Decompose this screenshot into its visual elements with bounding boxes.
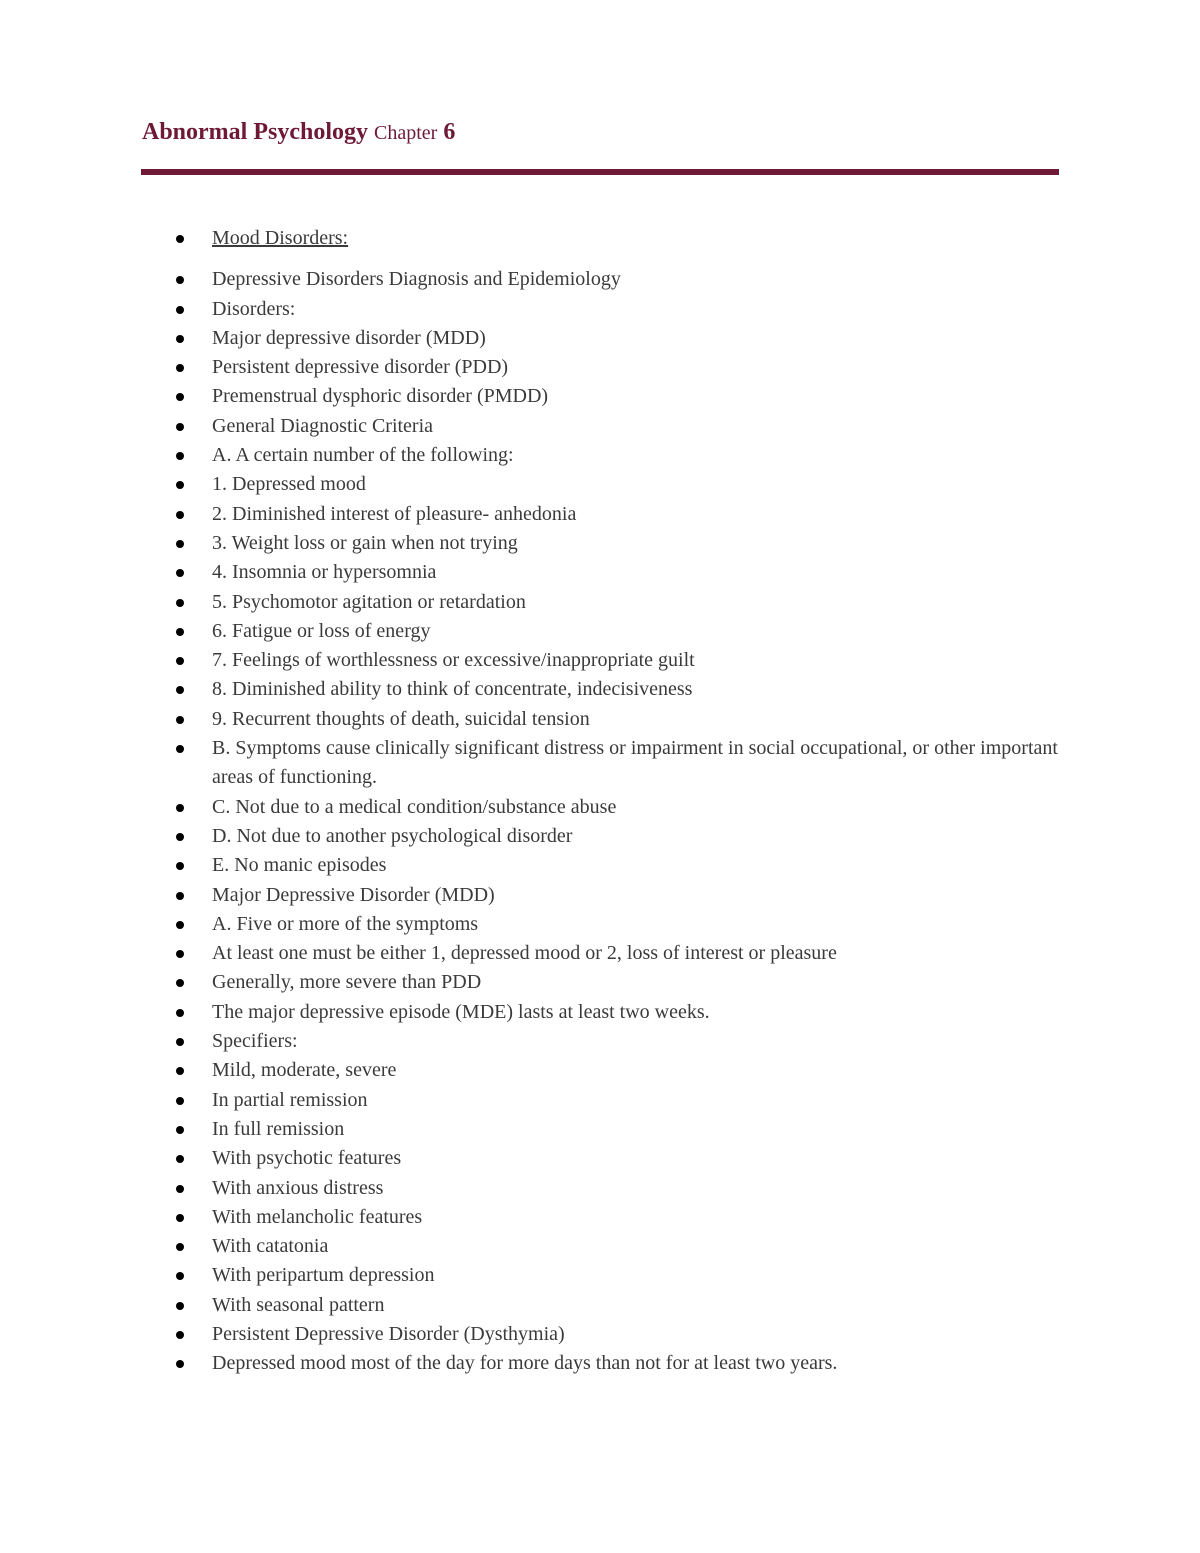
list-item-text: Generally, more severe than PDD: [212, 971, 482, 994]
bullet-icon: [176, 950, 184, 958]
list-item: [0, 529, 1072, 558]
list-item-text: The major depressive episode (MDE) lasts at least two weeks.: [212, 1000, 710, 1023]
list-item-text: A. Five or more of the symptoms: [212, 912, 479, 935]
list-item: [0, 822, 1072, 851]
bullet-icon: [176, 804, 184, 812]
bullet-icon: [176, 1185, 184, 1193]
bullet-icon: [176, 452, 184, 460]
list-item: [0, 1261, 1072, 1290]
title-chapter: Chapter: [374, 122, 438, 144]
bullet-icon: [176, 393, 184, 401]
list-item: [0, 1232, 1072, 1261]
list-item-text: Premenstrual dysphoric disorder (PMDD): [212, 385, 549, 408]
list-item-text: 7. Feelings of worthlessness or excessive/inappropriate guilt: [212, 649, 695, 672]
list-item: [0, 441, 1072, 470]
bullet-icon: [176, 481, 184, 489]
bullet-icon: [176, 1302, 184, 1310]
list-item: [0, 353, 1072, 382]
list-item-text: 4. Insomnia or hypersomnia: [212, 561, 437, 584]
list-item-text: Persistent Depressive Disorder (Dysthymia): [212, 1322, 565, 1345]
list-item-text: Disorders:: [212, 297, 296, 320]
list-item: [0, 910, 1072, 939]
bullet-icon: [176, 979, 184, 987]
bullet-icon: [176, 511, 184, 519]
bullet-icon: [176, 1272, 184, 1280]
list-item-text: With catatonia: [212, 1235, 329, 1258]
list-item-text: Persistent depressive disorder (PDD): [212, 356, 509, 379]
list-item: [0, 968, 1072, 997]
bullet-icon: [176, 892, 184, 900]
list-item: [0, 588, 1072, 617]
list-item-text: E. No manic episodes: [212, 854, 387, 877]
list-item-text: 6. Fatigue or loss of energy: [212, 619, 431, 642]
bullet-icon: [176, 1009, 184, 1017]
list-item-text: With peripartum depression: [212, 1264, 435, 1287]
list-item: [0, 1349, 1072, 1378]
bullet-icon: [176, 569, 184, 577]
list-item: [0, 295, 1072, 324]
bullet-icon: [176, 921, 184, 929]
list-item: [0, 881, 1072, 910]
bullet-icon: [176, 423, 184, 431]
list-item-text: Depressed mood most of the day for more days than not for at least two years.: [212, 1352, 838, 1375]
bullet-icon: [176, 657, 184, 665]
bullet-icon: [176, 862, 184, 870]
list-item: [0, 1115, 1072, 1144]
bullet-icon: [176, 1038, 184, 1046]
list-item-text: Major Depressive Disorder (MDD): [212, 883, 495, 906]
list-item: [0, 1144, 1072, 1173]
list-item: [0, 1291, 1072, 1320]
list-item-text: 9. Recurrent thoughts of death, suicidal tension: [212, 707, 590, 730]
list-item-text: With psychotic features: [212, 1147, 402, 1170]
list-item-text: General Diagnostic Criteria: [212, 414, 434, 437]
list-item: [0, 500, 1072, 529]
bullet-icon: [176, 235, 184, 243]
page-title: [142, 112, 455, 153]
notes-list: [0, 224, 1072, 1379]
list-item: [0, 617, 1072, 646]
list-item: [0, 1203, 1072, 1232]
list-item: [0, 646, 1072, 675]
bullet-icon: [176, 1155, 184, 1163]
list-item-text: With anxious distress: [212, 1176, 384, 1199]
list-item: [0, 939, 1072, 968]
list-item: [0, 998, 1072, 1027]
list-item: [0, 793, 1072, 822]
bullet-icon: [176, 1360, 184, 1368]
title-main: Abnormal Psychology: [142, 119, 369, 145]
list-item: [0, 1027, 1072, 1056]
bullet-icon: [176, 1126, 184, 1134]
bullet-icon: [176, 364, 184, 372]
list-item-text: D. Not due to another psychological disorder: [212, 824, 573, 847]
list-item-text: Depressive Disorders Diagnosis and Epidemiology: [212, 268, 621, 291]
list-item-text: With melancholic features: [212, 1205, 423, 1228]
list-item: [0, 382, 1072, 411]
bullet-icon: [176, 1331, 184, 1339]
list-item-text: 8. Diminished ability to think of concentrate, indecisiveness: [212, 678, 693, 701]
bullet-icon: [176, 1097, 184, 1105]
list-item-text: Mild, moderate, severe: [212, 1059, 397, 1082]
bullet-icon: [176, 540, 184, 548]
list-item-text: Major depressive disorder (MDD): [212, 326, 486, 349]
list-item: [0, 851, 1072, 880]
list-item: [0, 224, 1072, 253]
list-item-text: Specifiers:: [212, 1030, 298, 1053]
list-item-text: 3. Weight loss or gain when not trying: [212, 531, 518, 554]
list-item: [0, 1320, 1072, 1349]
bullet-icon: [176, 745, 184, 753]
bullet-icon: [176, 1243, 184, 1251]
title-divider: [141, 169, 1059, 175]
list-item: [0, 324, 1072, 353]
list-item-text: 5. Psychomotor agitation or retardation: [212, 590, 526, 613]
list-item: [0, 1056, 1072, 1085]
bullet-icon: [176, 1214, 184, 1222]
list-item: [0, 1174, 1072, 1203]
list-item-text: A. A certain number of the following:: [212, 444, 514, 467]
list-item: [0, 558, 1072, 587]
list-item-text: B. Symptoms cause clinically significant distress or impairment in social occupational, or other important areas of functioning.: [212, 737, 1058, 789]
list-item-text: 1. Depressed mood: [212, 473, 366, 496]
list-item-text: Mood Disorders:: [212, 227, 349, 249]
list-item-text: In partial remission: [212, 1088, 368, 1111]
bullet-icon: [176, 716, 184, 724]
bullet-icon: [176, 1067, 184, 1075]
list-item: [0, 705, 1072, 734]
bullet-icon: [176, 599, 184, 607]
bullet-icon: [176, 628, 184, 636]
list-item-text: 2. Diminished interest of pleasure- anhedonia: [212, 502, 577, 525]
list-item: [0, 734, 1072, 793]
bullet-icon: [176, 833, 184, 841]
bullet-icon: [176, 686, 184, 694]
title-chapter-number: 6: [443, 119, 456, 145]
bullet-icon: [176, 335, 184, 343]
list-item: [0, 470, 1072, 499]
list-item-text: C. Not due to a medical condition/substance abuse: [212, 795, 617, 818]
list-item-text: In full remission: [212, 1117, 345, 1140]
list-item: [0, 1086, 1072, 1115]
list-item-text: With seasonal pattern: [212, 1293, 385, 1316]
list-item: [0, 412, 1072, 441]
list-item-text: At least one must be either 1, depressed mood or 2, loss of interest or pleasure: [212, 942, 837, 965]
bullet-icon: [176, 306, 184, 314]
list-item: [0, 265, 1072, 294]
list-item: [0, 675, 1072, 704]
bullet-icon: [176, 276, 184, 284]
